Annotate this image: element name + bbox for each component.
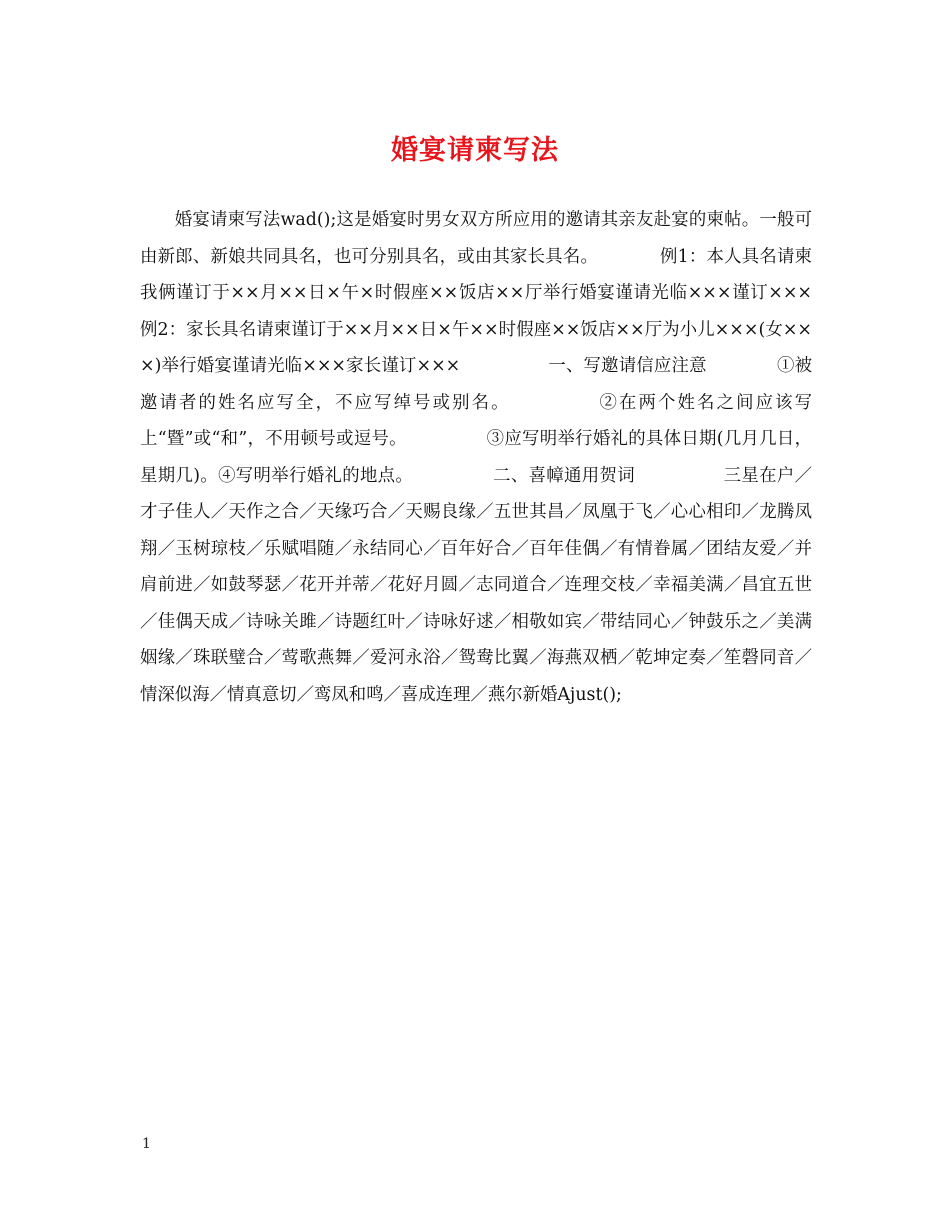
page-title: 婚宴请柬写法 — [391, 135, 559, 166]
document-body: 婚宴请柬写法wad();这是婚宴时男女双方所应用的邀请其亲友赴宴的柬帖。一般可由新郎、新娘共同具名，也可分别具名，或由其家长具名。 例1：本人具名请柬我俩谨订于××月××日×午×时假座××饭店××厅举行婚宴谨请光临×××谨订××× 例2：家长具名请柬谨订于××月××日×午××时假座××饭店××厅为小儿×××(女×××)举行婚宴谨请光临×××家长谨订××× 一、写邀请信应注意 ①被邀请者的姓名应写全，不应写绰号或别名。 ②在两个姓名之间应该写上“暨”或“和”，不用顿号或逗号。 ③应写明举行婚礼的具体日期(几月几日，星期几)。④写明举行婚礼的地点。 二、喜幛通用贺词 三星在户／才子佳人／天作之合／天缘巧合／天赐良缘／五世其昌／凤凰于飞／心心相印／龙腾凤翔／玉树琼枝／乐赋唱随／永结同心／百年好合／百年佳偶／有情眷属／团结友爱／并肩前进／如鼓琴瑟／花开并蒂／花好月圆／志同道合／连理交枝／幸福美满／昌宜五世／佳偶天成／诗咏关雎／诗题红叶／诗咏好逑／相敬如宾／带结同心／钟鼓乐之／美满姻缘／珠联璧合／莺歌燕舞／爱河永浴／鸳鸯比翼／海燕双栖／乾坤定奏／笙磬同音／情深似海／情真意切／鸾凤和鸣／喜成连理／燕尔新婚Ajust(); — [140, 210, 917, 705]
page-number: 1 — [142, 1136, 151, 1152]
